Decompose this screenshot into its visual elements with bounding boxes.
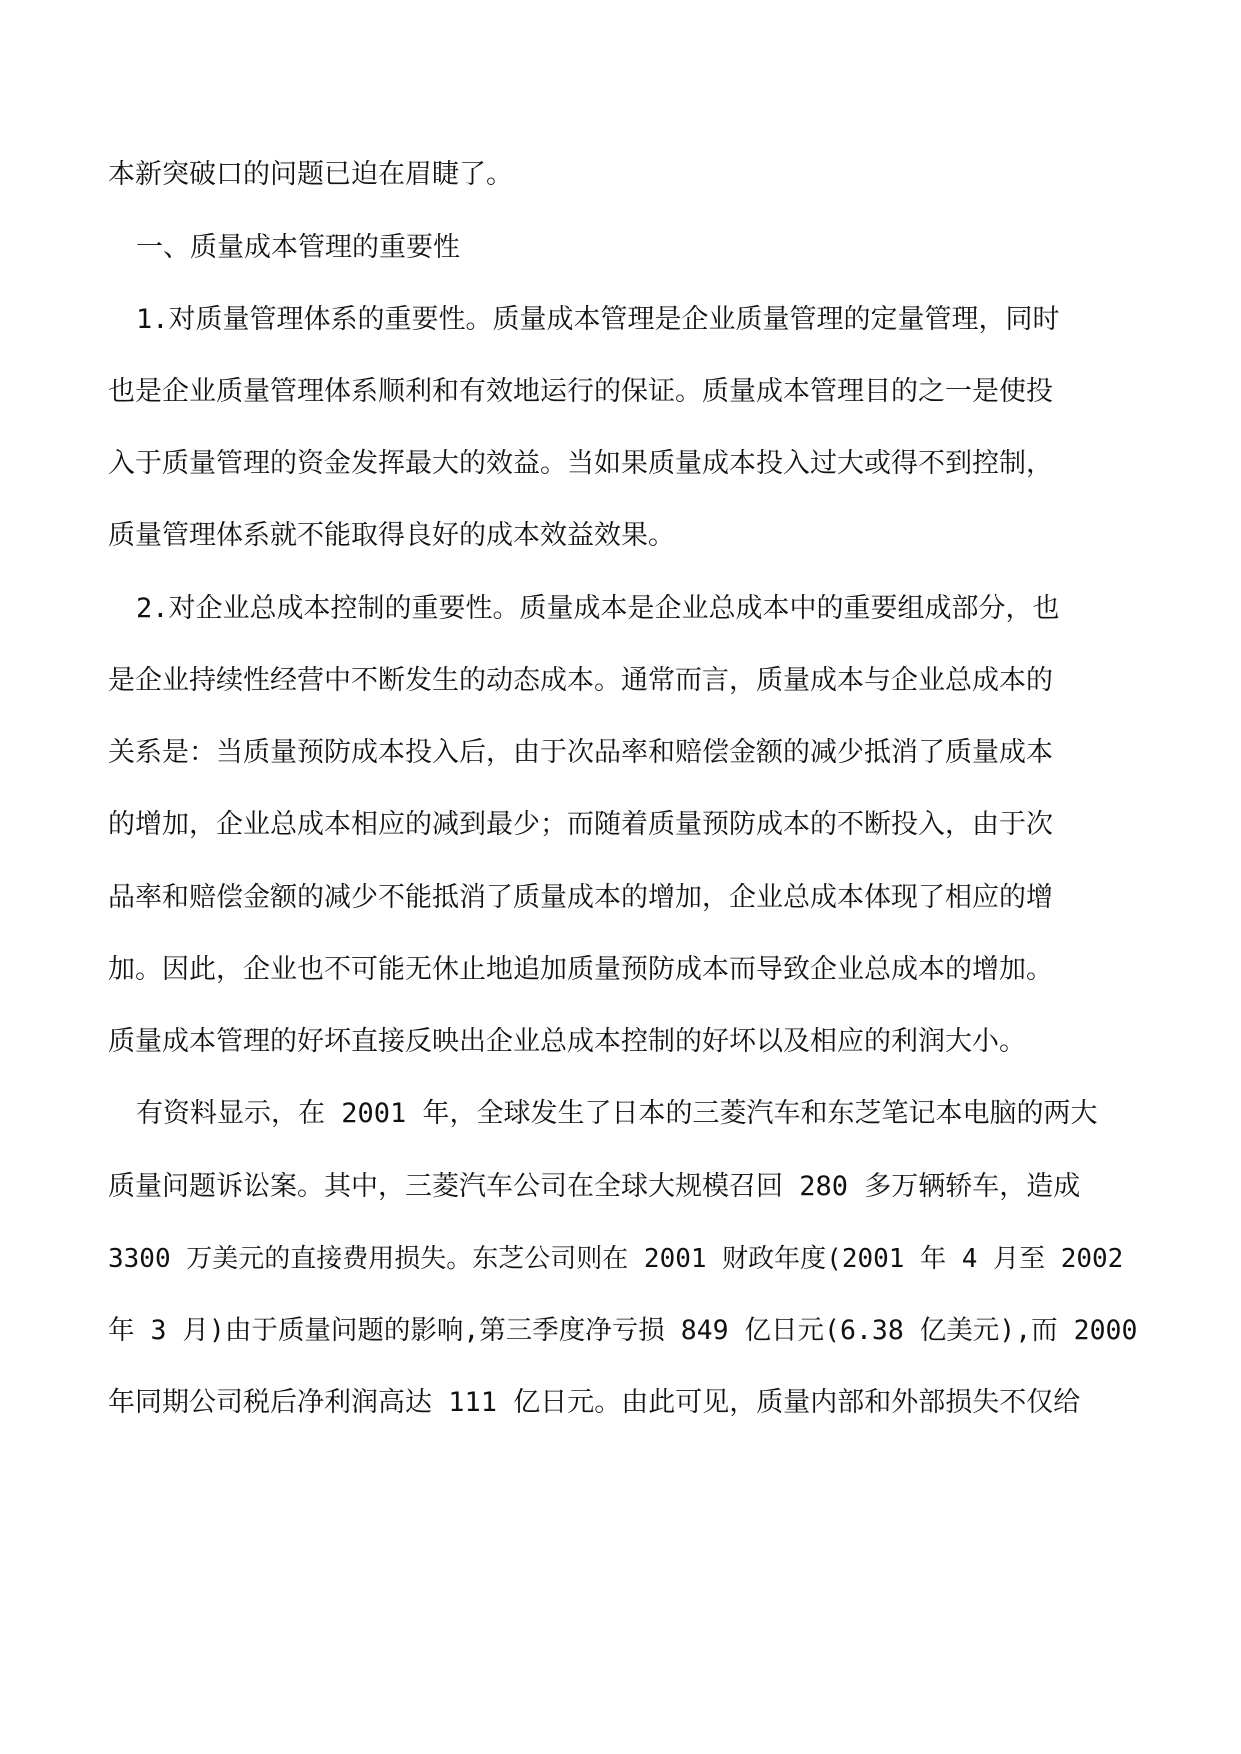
section-heading: 一、质量成本管理的重要性 — [136, 232, 460, 263]
text-line-16: 3300 万美元的直接费用损失。东芝公司则在 2001 财政年度(2001 年 4 月至 2002 — [108, 1244, 1124, 1274]
text-line-10: 的增加，企业总成本相应的减到最少；而随着质量预防成本的不断投入，由于次 — [108, 809, 1053, 840]
text-line-1: 本新突破口的问题已迫在眉睫了。 — [108, 159, 513, 190]
text-line-12: 加。因此，企业也不可能无休止地追加质量预防成本而导致企业总成本的增加。 — [108, 954, 1053, 985]
text-line-4: 也是企业质量管理体系顺利和有效地运行的保证。质量成本管理目的之一是使投 — [108, 376, 1053, 407]
text-line-14: 有资料显示，在 2001 年，全球发生了日本的三菱汽车和东芝笔记本电脑的两大 — [136, 1098, 1098, 1129]
text-line-18: 年同期公司税后净利润高达 111 亿日元。由此可见，质量内部和外部损失不仅给 — [108, 1387, 1081, 1418]
text-line-15: 质量问题诉讼案。其中，三菱汽车公司在全球大规模召回 280 多万辆轿车，造成 — [108, 1171, 1081, 1202]
text-line-3: 1.对质量管理体系的重要性。质量成本管理是企业质量管理的定量管理，同时 — [136, 304, 1060, 335]
text-line-6: 质量管理体系就不能取得良好的成本效益效果。 — [108, 520, 675, 551]
text-line-11: 品率和赔偿金额的减少不能抵消了质量成本的增加，企业总成本体现了相应的增 — [108, 882, 1053, 913]
text-line-5: 入于质量管理的资金发挥最大的效益。当如果质量成本投入过大或得不到控制， — [108, 448, 1053, 479]
text-line-9: 关系是：当质量预防成本投入后，由于次品率和赔偿金额的减少抵消了质量成本 — [108, 737, 1053, 768]
text-line-7: 2.对企业总成本控制的重要性。质量成本是企业总成本中的重要组成部分，也 — [136, 593, 1060, 624]
text-line-8: 是企业持续性经营中不断发生的动态成本。通常而言，质量成本与企业总成本的 — [108, 665, 1053, 696]
text-line-13: 质量成本管理的好坏直接反映出企业总成本控制的好坏以及相应的利润大小。 — [108, 1026, 1026, 1057]
text-line-17: 年 3 月)由于质量问题的影响,第三季度净亏损 849 亿日元(6.38 亿美元),而 2000 — [108, 1315, 1138, 1346]
